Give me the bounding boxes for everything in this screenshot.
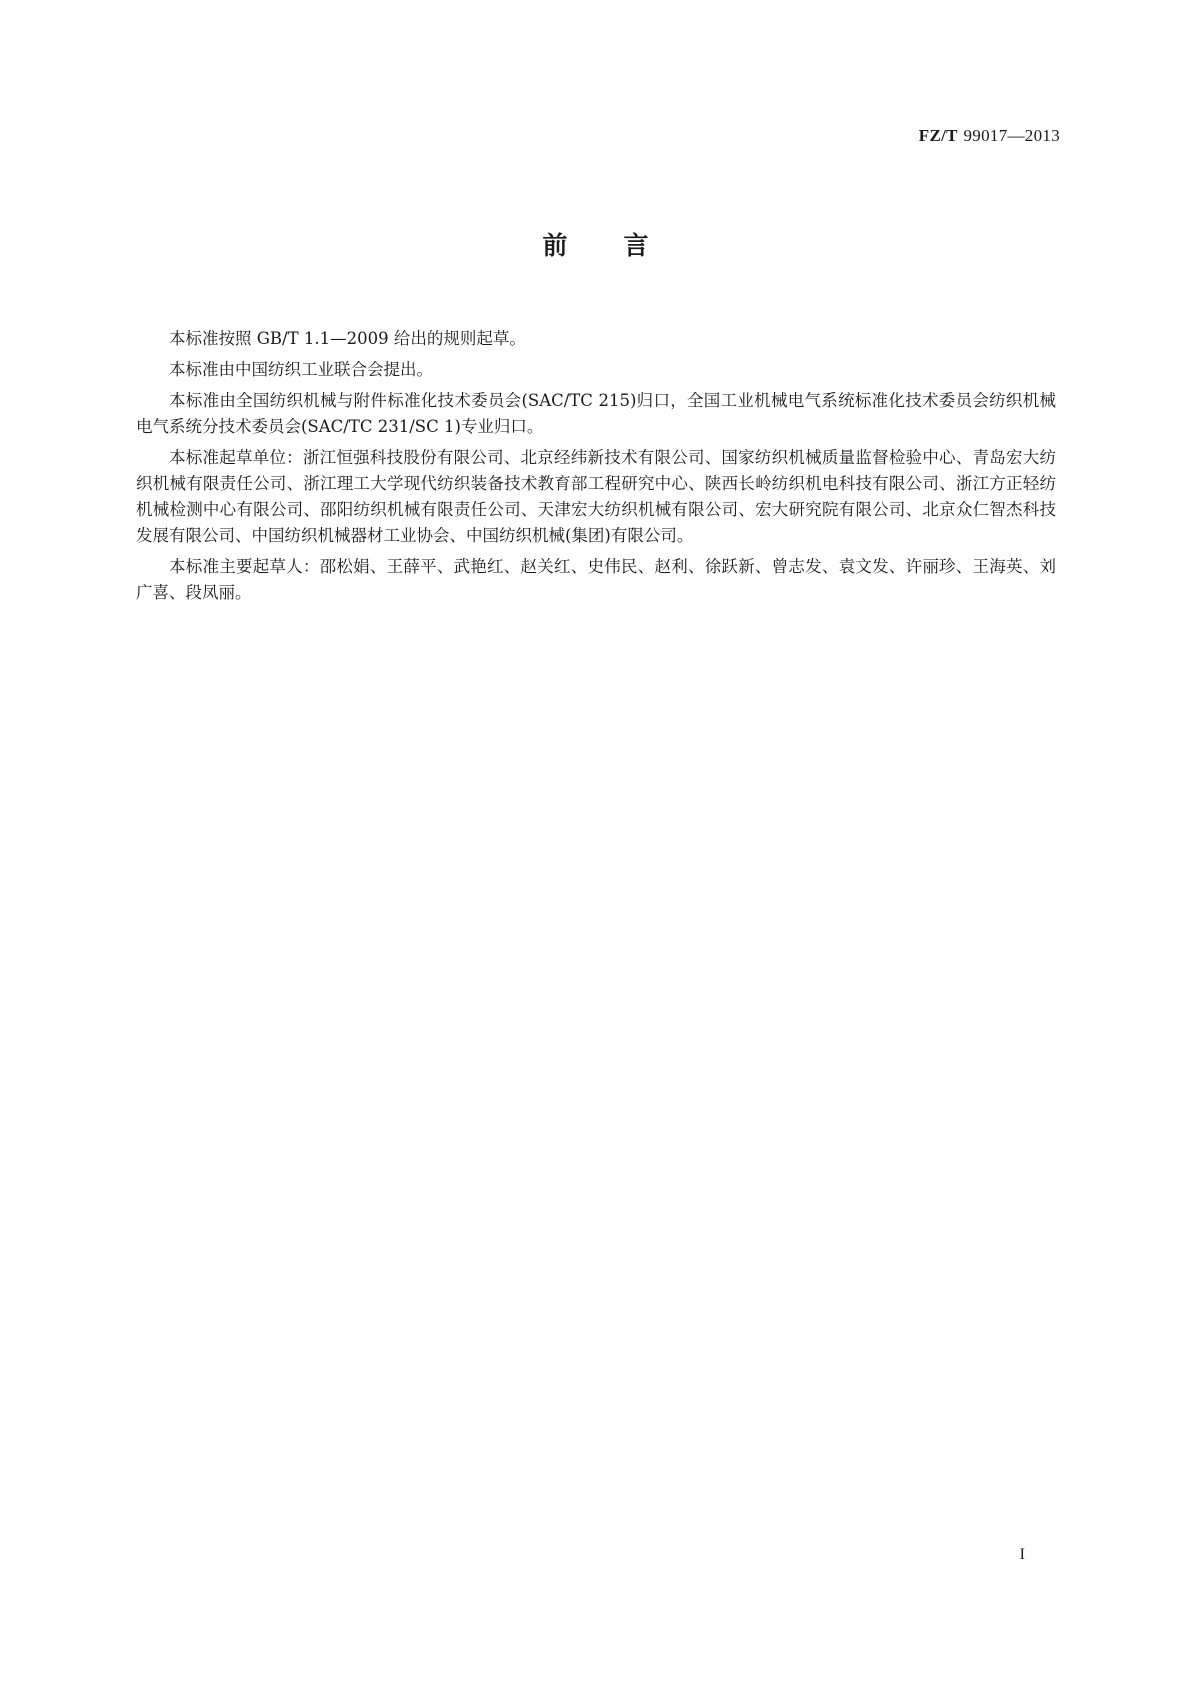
document-code <box>919 126 1060 146</box>
paragraph-proposer: 本标准由中国纺织工业联合会提出。 <box>169 360 433 379</box>
document-code-number: 99017—2013 <box>963 126 1060 145</box>
paragraph-jurisdiction: 本标准由全国纺织机械与附件标准化技术委员会(SAC/TC 215)归口，全国工业机械电气系统标准化技术委员会纺织机械电气系统分技术委员会(SAC/TC 231/SC 1)专业归口。 <box>136 391 1056 436</box>
page-title: 前言 <box>542 231 705 260</box>
page-number: I <box>1019 1546 1025 1563</box>
document-code-prefix: FZ/T <box>918 126 958 145</box>
paragraph-drafting-rules: 本标准按照 GB/T 1.1—2009 给出的规则起草。 <box>169 329 526 348</box>
paragraph-drafting-units: 本标准起草单位：浙江恒强科技股份有限公司、北京经纬新技术有限公司、国家纺织机械质量监督检验中心、青岛宏大纺织机械有限责任公司、浙江理工大学现代纺织装备技术教育部工程研究中心、陕西长岭纺织机电科技有限公司、浙江方正轻纺机械检测中心有限公司、邵阳纺织机械有限责任公司、天津宏大纺织机械有限公司、宏大研究院有限公司、北京众仁智杰科技发展有限公司、中国纺织机械器材工业协会、中国纺织机械(集团)有限公司。 <box>136 448 1056 545</box>
paragraph-drafters: 本标准主要起草人：邵松娟、王薛平、武艳红、赵关红、史伟民、赵利、徐跃新、曾志发、袁文发、许丽珍、王海英、刘广喜、段凤丽。 <box>136 557 1056 602</box>
foreword-body <box>136 326 1056 611</box>
